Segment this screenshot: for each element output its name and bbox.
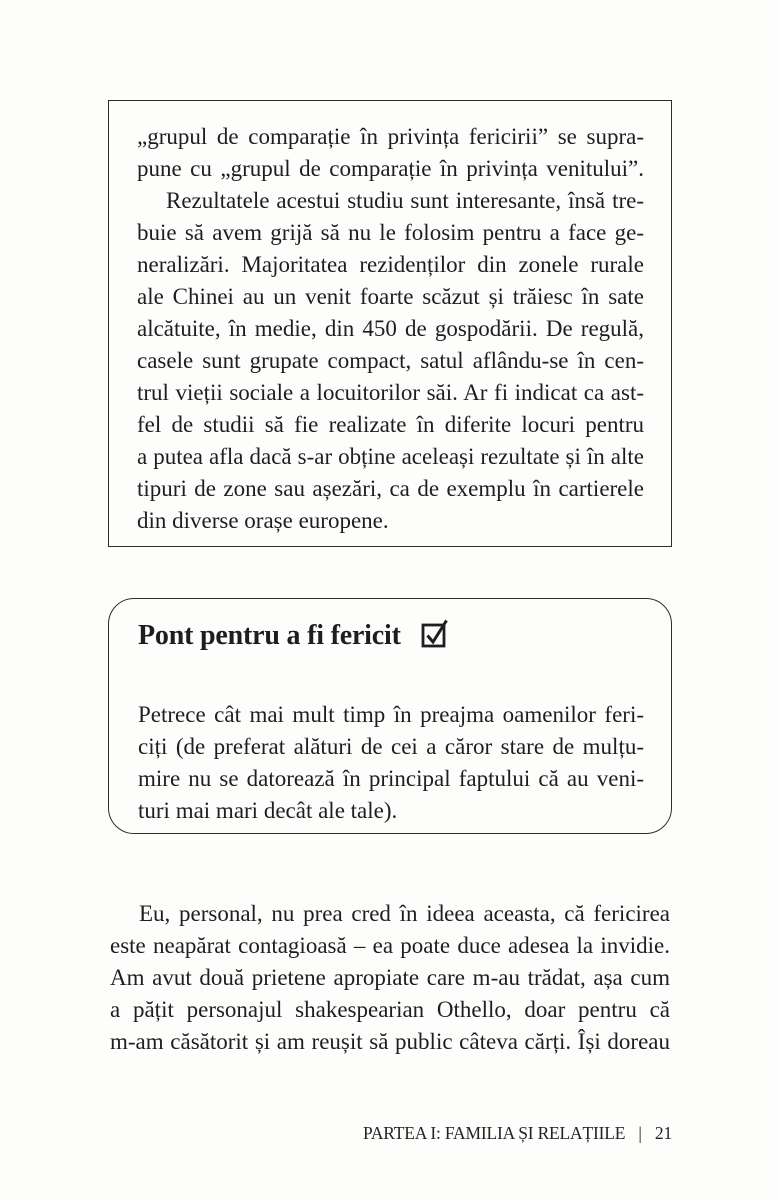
text-line: turi mai mari decât ale tale). (138, 798, 398, 823)
text-line: pune cu „grupul de comparație în privința venitului”. (137, 156, 644, 181)
text-line: ciți (de preferat alături de cei a căror stare de mulțu- (138, 734, 644, 759)
tip-title-row (138, 617, 644, 653)
text-line: Eu, personal, nu prea cred în ideea aceasta, că fericirea (139, 901, 670, 926)
excerpt-box (108, 100, 672, 547)
footer-separator: | (638, 1123, 642, 1143)
text-line: din diverse orașe europene. (137, 508, 389, 533)
text-line: buie să avem grijă să nu le folosim pentru a face ge- (137, 220, 644, 245)
text-line: ale Chinei au un venit foarte scăzut și trăiesc în sate (137, 284, 644, 309)
text-line: mire nu se datorează în principal faptului că au veni- (138, 766, 644, 791)
checked-checkbox-icon (420, 617, 449, 659)
page-footer (363, 1123, 672, 1144)
text-line: casele sunt grupate compact, satul aflându-se în cen- (137, 348, 644, 373)
footer-page-number: 21 (654, 1123, 672, 1143)
tip-paragraph (138, 699, 644, 827)
text-line: tipuri de zone sau așezări, ca de exemplu în cartierele (137, 476, 644, 501)
excerpt-paragraph-1 (137, 121, 644, 185)
text-line: neralizări. Majoritatea rezidenților din zonele rurale (137, 252, 644, 277)
footer-section-label: PARTEA I: FAMILIA ȘI RELAȚIILE (362, 1123, 626, 1143)
text-line: Am avut două prietene apropiate care m-au trădat, așa cum (110, 965, 670, 990)
text-line: Petrece cât mai mult timp în preajma oamenilor feri- (138, 702, 644, 727)
text-line: a putea afla dacă s-ar obține aceleași rezultate și în alte (137, 444, 644, 469)
text-line: Rezultatele acestui studiu sunt interesante, însă tre- (166, 188, 644, 213)
text-line: alcătuite, în medie, din 450 de gospodării. De regulă, (137, 316, 644, 341)
tip-box (108, 598, 672, 834)
text-line: a pățit personajul shakespearian Othello, doar pentru că (110, 997, 670, 1022)
text-line: „grupul de comparație în privința fericirii” se supra- (137, 124, 644, 149)
text-line: trul vieții sociale a locuitorilor săi. Ar fi indicat ca ast- (137, 380, 644, 405)
text-line: m-am căsătorit și am reușit să public câteva cărți. Își doreau (110, 1029, 670, 1054)
excerpt-paragraph-2 (137, 185, 644, 537)
tip-title: Pont pentru a fi fericit (138, 620, 401, 651)
text-line: este neapărat contagioasă – ea poate duce adesea la invidie. (110, 933, 670, 958)
body-paragraph (110, 898, 670, 1058)
text-line: fel de studii să fie realizate în diferite locuri pentru (137, 412, 644, 437)
